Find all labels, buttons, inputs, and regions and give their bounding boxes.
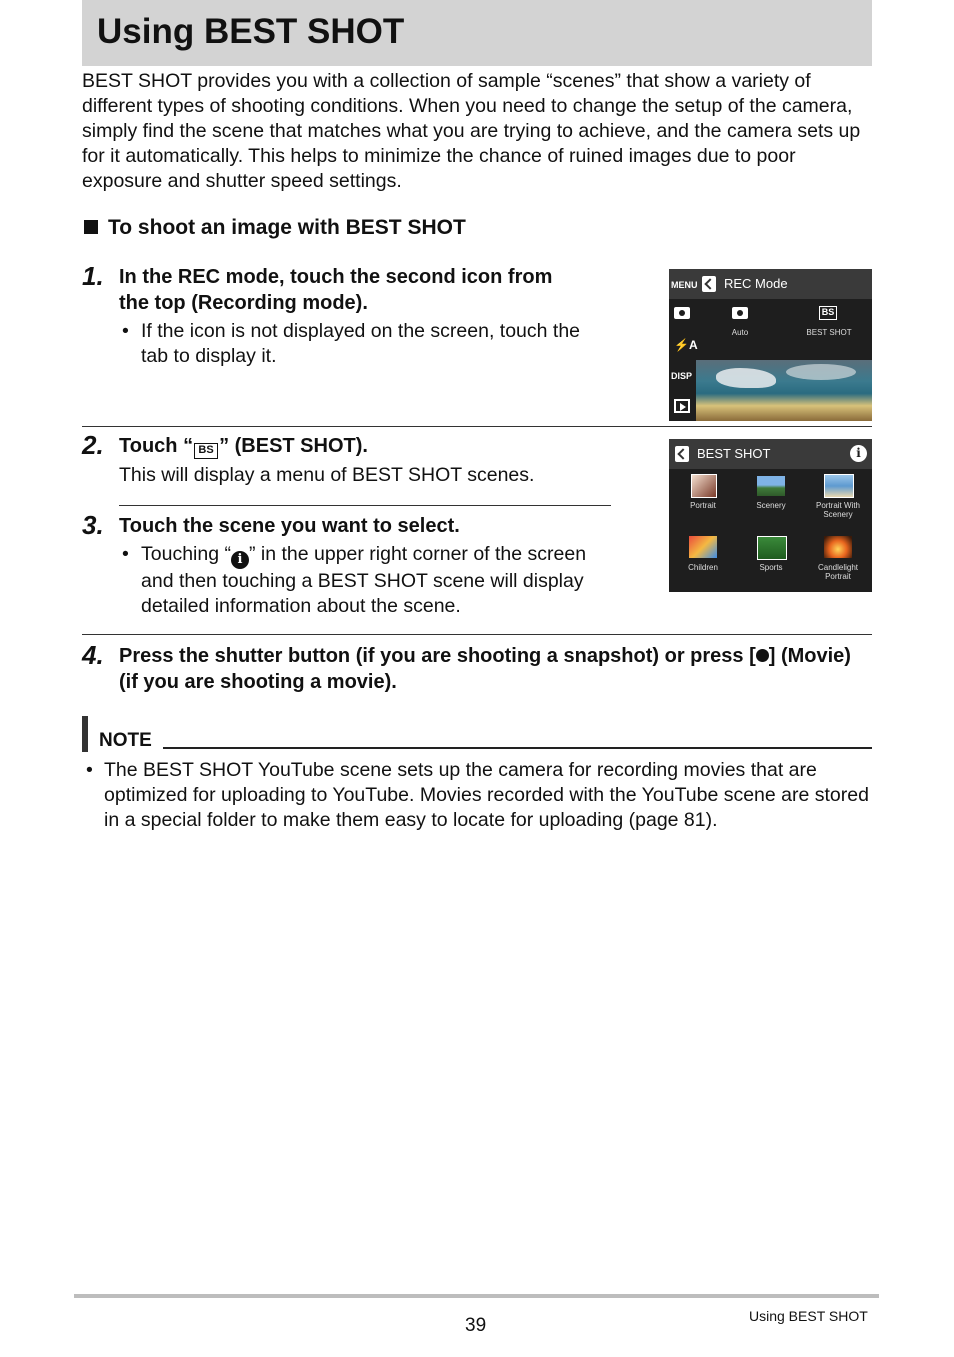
step-4-heading-pre: Press the shutter button (if you are shooting a snapshot) or press [: [119, 645, 756, 667]
sports-thumb[interactable]: [757, 536, 787, 560]
scene-label: Candlelight Portrait: [817, 563, 859, 581]
divider-1: [82, 426, 872, 427]
page-title: Using BEST SHOT: [97, 12, 405, 51]
step-2-number: 2.: [82, 430, 104, 460]
camera-icon[interactable]: [674, 307, 690, 319]
step-3-heading: Touch the scene you want to select.: [119, 515, 460, 537]
divider-2: [119, 505, 611, 506]
section-heading: [84, 215, 466, 241]
rec-mode-screen: [669, 269, 872, 421]
playback-icon[interactable]: [674, 399, 690, 413]
step-2-heading-post: ” (BEST SHOT).: [219, 435, 368, 457]
portrait-thumb[interactable]: [691, 474, 717, 498]
best-shot-label: BEST SHOT: [806, 328, 852, 337]
best-shot-title: BEST SHOT: [697, 446, 771, 461]
best-shot-inline-icon: BS: [194, 443, 218, 459]
intro-paragraph: BEST SHOT provides you with a collection of sample “scenes” that show a variety of different types of shooting conditions. When you need to change the setup of the camera, simply find the scene that matches what you are trying to achieve, and the camera sets up for it automatically. This helps to minimize the chance of ruined images due to poor exposure and shutter speed settings.: [82, 70, 861, 192]
step-4-heading: [119, 643, 864, 695]
back-icon[interactable]: [702, 276, 716, 292]
movie-record-icon: [756, 649, 769, 662]
square-bullet-icon: [84, 220, 98, 234]
children-thumb[interactable]: [689, 536, 717, 558]
back-icon[interactable]: [675, 446, 689, 462]
section-heading-text: To shoot an image with BEST SHOT: [108, 216, 466, 239]
menu-tab[interactable]: MENU: [671, 280, 698, 290]
step-1-bullet: If the icon is not displayed on the screen, touch the tab to display it.: [141, 320, 581, 367]
bullet-dot: •: [122, 543, 129, 565]
scene-label: Portrait With Scenery: [815, 501, 860, 519]
note-bar: [82, 716, 88, 752]
best-shot-icon[interactable]: BS: [819, 306, 837, 320]
landscape-preview: [696, 360, 872, 421]
disp-tab[interactable]: DISP: [671, 371, 693, 381]
info-icon: i: [231, 551, 249, 569]
step-2-heading: [119, 433, 599, 459]
step-3-bullet: [141, 542, 606, 619]
step-4-heading-post: ] (Movie) (if you are shooting a movie).: [119, 645, 851, 693]
footer-rule: [74, 1294, 879, 1298]
best-shot-screen: [669, 439, 872, 592]
page-number: 39: [465, 1315, 487, 1336]
step-4-number: 4.: [82, 640, 104, 670]
flash-auto-icon[interactable]: ⚡A: [674, 338, 698, 352]
step-1-heading: In the REC mode, touch the second icon from the top (Recording mode).: [119, 266, 553, 314]
auto-camera-icon[interactable]: [732, 307, 748, 319]
portrait-with-scenery-thumb[interactable]: [824, 474, 854, 498]
scene-label: Sports: [759, 563, 783, 572]
scene-label: Portrait: [690, 501, 716, 510]
scene-label: Children: [688, 563, 718, 572]
step-3-bullet-pre: Touching “: [141, 543, 231, 565]
step-3-number: 3.: [82, 510, 104, 540]
step-2-body: This will display a menu of BEST SHOT scenes.: [119, 464, 535, 486]
bullet-dot: •: [86, 759, 93, 781]
candlelight-portrait-thumb[interactable]: [824, 536, 852, 558]
note-text: The BEST SHOT YouTube scene sets up the camera for recording movies that are optimized for uploading to YouTube. Movies recorded with the YouTube scene are stored in a special folder to make them easy to locate for uploading (page 81).: [104, 759, 869, 831]
scene-label: Scenery: [756, 501, 786, 510]
bullet-dot: •: [122, 320, 129, 342]
scenery-thumb[interactable]: [757, 476, 785, 496]
note-rule: [163, 747, 872, 749]
auto-label: Auto: [731, 328, 749, 337]
step-2-heading-pre: Touch “: [119, 435, 194, 457]
rec-mode-title: REC Mode: [724, 276, 788, 291]
footer-label: Using BEST SHOT: [749, 1308, 868, 1324]
step-1-number: 1.: [82, 261, 104, 291]
divider-3: [82, 634, 872, 635]
note-label: NOTE: [99, 730, 152, 751]
step-3-bullet-post: ” in the upper right corner of the screen and then touching a BEST SHOT scene will display detailed information about the scene.: [141, 543, 587, 617]
info-icon[interactable]: i: [850, 445, 867, 462]
